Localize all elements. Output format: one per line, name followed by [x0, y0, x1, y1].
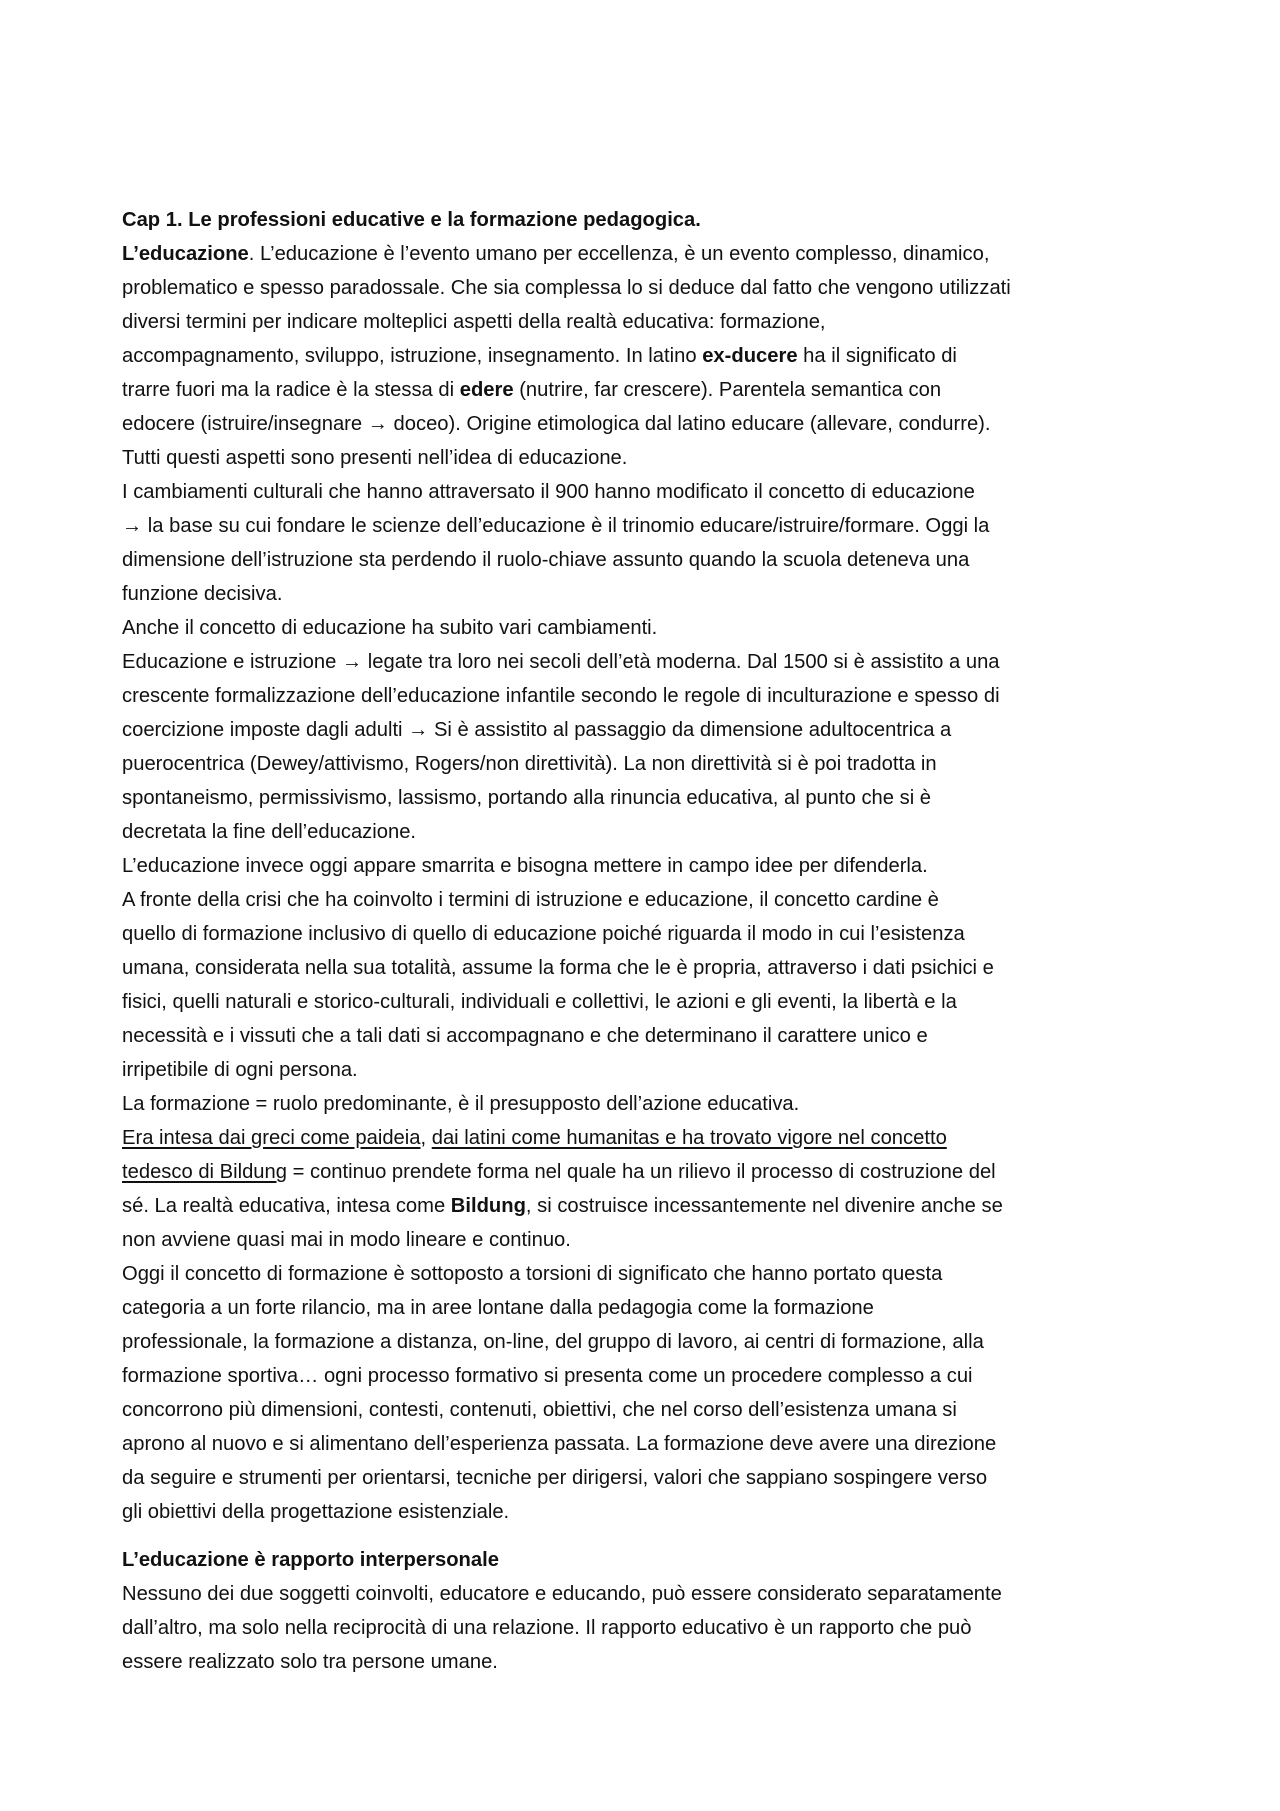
- paragraph-line: edocere (istruire/insegnare → doceo). Origine etimologica dal latino educare (allevare, condurre).: [122, 413, 991, 435]
- paragraph-line: Anche il concetto di educazione ha subito vari cambiamenti.: [122, 617, 658, 639]
- paragraph-line: decretata la fine dell’educazione.: [122, 821, 417, 843]
- paragraph-line: essere realizzato solo tra persone umane.: [122, 1651, 498, 1673]
- text-run: accompagnamento, sviluppo, istruzione, insegnamento. In latino: [122, 345, 703, 367]
- paragraph-line: Educazione e istruzione → legate tra loro nei secoli dell’età moderna. Dal 1500 si è assistito a una: [122, 651, 1000, 673]
- bold-term: ex-ducere: [702, 345, 798, 367]
- paragraph-line: → la base su cui fondare le scienze dell’educazione è il trinomio educare/istruire/formare. Oggi la: [122, 515, 990, 537]
- paragraph-line: Oggi il concetto di formazione è sottoposto a torsioni di significato che hanno portato questa: [122, 1263, 943, 1285]
- paragraph-line: necessità e i vissuti che a tali dati si accompagnano e che determinano il carattere unico e: [122, 1025, 928, 1047]
- paragraph-line: dimensione dell’istruzione sta perdendo il ruolo-chiave assunto quando la scuola deteneva una: [122, 549, 970, 571]
- underlined-text: tedesco di Bildung: [122, 1161, 287, 1183]
- paragraph-line: categoria a un forte rilancio, ma in aree lontane dalla pedagogia come la formazione: [122, 1297, 874, 1319]
- section-heading: L’educazione è rapporto interpersonale: [122, 1549, 499, 1571]
- paragraph-line: funzione decisiva.: [122, 583, 283, 605]
- paragraph-line: [122, 1189, 1168, 1223]
- paragraph-line: Tutti questi aspetti sono presenti nell’idea di educazione.: [122, 447, 628, 469]
- paragraph-line: crescente formalizzazione dell’educazione infantile secondo le regole di inculturazione e spesso di: [122, 685, 1000, 707]
- paragraph-line: problematico e spesso paradossale. Che sia complessa lo si deduce dal fatto che vengono utilizzati: [122, 277, 1011, 299]
- text-run: , si costruisce incessantemente nel divenire anche se: [525, 1195, 1003, 1217]
- paragraph-line: umana, considerata nella sua totalità, assume la forma che le è propria, attraverso i dati psichici e: [122, 957, 994, 979]
- paragraph-line: [122, 1121, 1168, 1155]
- bold-term: Bildung: [450, 1195, 526, 1217]
- paragraph-line: da seguire e strumenti per orientarsi, tecniche per dirigersi, valori che sappiano sospingere verso: [122, 1467, 988, 1489]
- paragraph-line: concorrono più dimensioni, contesti, contenuti, obiettivi, che nel corso dell’esistenza umana si: [122, 1399, 957, 1421]
- paragraph-line: A fronte della crisi che ha coinvolto i termini di istruzione e educazione, il concetto cardine è: [122, 889, 939, 911]
- paragraph-line: diversi termini per indicare molteplici aspetti della realtà educativa: formazione,: [122, 311, 826, 333]
- paragraph-line: non avviene quasi mai in modo lineare e continuo.: [122, 1229, 571, 1251]
- paragraph-line: aprono al nuovo e si alimentano dell’esperienza passata. La formazione deve avere una direzione: [122, 1433, 997, 1455]
- text-run: trarre fuori ma la radice è la stessa di: [122, 379, 460, 401]
- paragraph-line: [122, 1155, 1168, 1189]
- text-run: = continuo prendete forma nel quale ha un rilievo il processo di costruzione del: [286, 1161, 996, 1183]
- underlined-text: Era intesa dai greci come paideia: [122, 1127, 421, 1149]
- paragraph-line: dall’altro, ma solo nella reciprocità di una relazione. Il rapporto educativo è un rapporto che può: [122, 1617, 972, 1639]
- paragraph-line: [122, 373, 1168, 407]
- paragraph-line: [122, 339, 1168, 373]
- paragraph-line: quello di formazione inclusivo di quello di educazione poiché riguarda il modo in cui l’esistenza: [122, 923, 965, 945]
- paragraph-line: [122, 237, 1168, 271]
- paragraph-line: irripetibile di ogni persona.: [122, 1059, 358, 1081]
- underlined-text: dai latini come humanitas e ha trovato vigore nel concetto: [431, 1127, 947, 1149]
- bold-term: edere: [459, 379, 514, 401]
- text-run: (nutrire, far crescere). Parentela semantica con: [513, 379, 942, 401]
- paragraph-line: fisici, quelli naturali e storico-culturali, individuali e collettivi, le azioni e gli eventi, la libertà e la: [122, 991, 957, 1013]
- paragraph-line: coercizione imposte dagli adulti → Si è assistito al passaggio da dimensione adultocentrica a: [122, 719, 952, 741]
- paragraph-line: I cambiamenti culturali che hanno attraversato il 900 hanno modificato il concetto di educazione: [122, 481, 975, 503]
- paragraph-line: La formazione = ruolo predominante, è il presupposto dell’azione educativa.: [122, 1093, 800, 1115]
- bold-term: L’educazione: [122, 243, 249, 265]
- paragraph-line: gli obiettivi della progettazione esistenziale.: [122, 1501, 510, 1523]
- paragraph-spacer: [122, 1529, 1168, 1543]
- paragraph-line: formazione sportiva… ogni processo formativo si presenta come un procedere complesso a cui: [122, 1365, 973, 1387]
- paragraph-line: puerocentrica (Dewey/attivismo, Rogers/non direttività). La non direttività si è poi tradotta in: [122, 753, 937, 775]
- paragraph-line: spontaneismo, permissivismo, lassismo, portando alla rinuncia educativa, al punto che si è: [122, 787, 932, 809]
- paragraph-line: Nessuno dei due soggetti coinvolti, educatore e educando, può essere considerato separatamente: [122, 1583, 1002, 1605]
- paragraph-line: L’educazione invece oggi appare smarrita e bisogna mettere in campo idee per difenderla.: [122, 855, 928, 877]
- chapter-title: Cap 1. Le professioni educative e la formazione pedagogica.: [122, 209, 701, 231]
- text-run: . L’educazione è l’evento umano per eccellenza, è un evento complesso, dinamico,: [248, 243, 990, 265]
- text-run: sé. La realtà educativa, intesa come: [122, 1195, 451, 1217]
- text-run: ha il significato di: [797, 345, 957, 367]
- text-run: ,: [420, 1127, 432, 1149]
- paragraph-line: professionale, la formazione a distanza, on-line, del gruppo di lavoro, ai centri di formazione, alla: [122, 1331, 984, 1353]
